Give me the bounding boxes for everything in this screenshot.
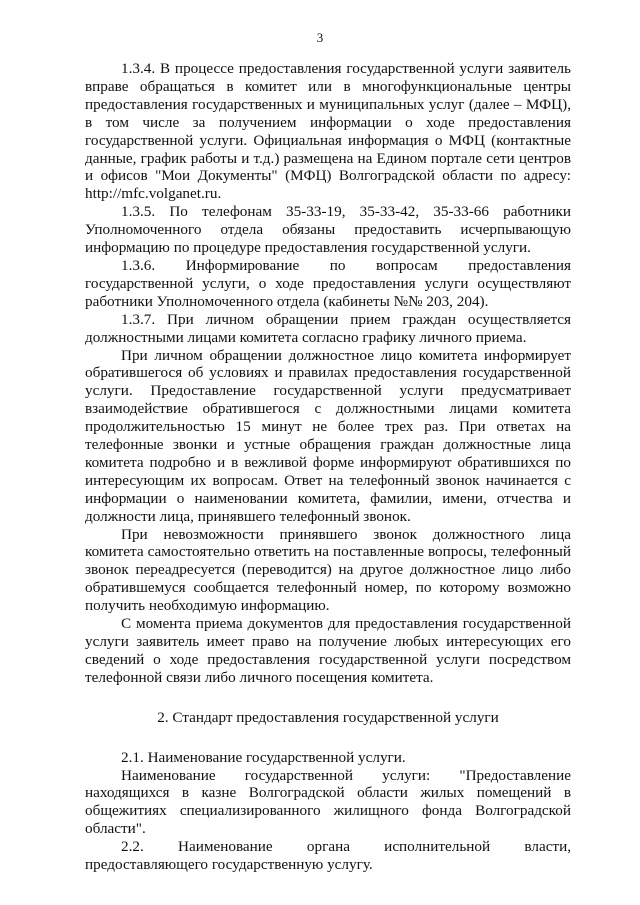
paragraph-1-3-4: 1.3.4. В процессе предоставления государственной услуги заявитель вправе обращаться в комитет или в многофункциональные центры предоставления государственных и муниципальных услуг (далее – МФЦ), в том числе за получением информации о ходе предоставления государственной услуги. Официальная информация о МФЦ (контактные данные, график работы и т.д.) размещена на Едином портале сети центров и офисов "Мои Документы" (МФЦ) Волгоградской области по адресу: http://mfc.volganet.ru. [85, 60, 571, 203]
paragraph-call-redirect: При невозможности принявшего звонок должностного лица комитета самостоятельно ответить на поставленные вопросы, телефонный звонок переадресуется (переводится) на другое должностное лицо либо обратившемуся сообщается телефонный номер, по которому возможно получить необходимую информацию. [85, 525, 571, 615]
paragraph-1-3-5: 1.3.5. По телефонам 35-33-19, 35-33-42, 35-33-66 работники Уполномоченного отдела обязаны предоставить исчерпывающую информацию по процедуре предоставления государственной услуги. [85, 203, 571, 257]
paragraph-after-submission: С момента приема документов для предоставления государственной услуги заявитель имеет право на получение любых интересующих его сведений о ходе предоставления государственной услуги посредством телефонной связи либо личного посещения комитета. [85, 615, 571, 686]
paragraph-1-3-6: 1.3.6. Информирование по вопросам предоставления государственной услуги, о ходе предоставления услуги осуществляют работники Уполномоченного отдела (кабинеты №№ 203, 204). [85, 256, 571, 310]
page-number: 3 [316, 30, 324, 45]
section-heading: 2. Стандарт предоставления государственной услуги [157, 708, 499, 726]
document-body [85, 60, 571, 874]
paragraph-1-3-7: 1.3.7. При личном обращении прием граждан осуществляется должностными лицами комитета согласно графику личного приема. [85, 310, 571, 346]
paragraph-2-2: 2.2. Наименование органа исполнительной власти, предоставляющего государственную услугу. [85, 838, 571, 874]
paragraph-2-1: 2.1. Наименование государственной услуги. [121, 748, 406, 766]
paragraph-service-name: Наименование государственной услуги: "Предоставление находящихся в казне Волгоградской области жилых помещений в общежитиях специализированного жилищного фонда Волгоградской области". [85, 766, 571, 838]
paragraph-personal-visit: При личном обращении должностное лицо комитета информирует обратившегося об условиях и правилах предоставления государственной услуги. Предоставление государственной услуги предусматривает взаимодействие обратившегося с должностными лицами комитета продолжительностью 15 минут не более трех раз. При ответах на телефонные звонки и устные обращения граждан должностные лица комитета подробно и в вежливой форме информируют обратившихся по интересующим их вопросам. Ответ на телефонный звонок начинается с информации о наименовании комитета, фамилии, имени, отчества и должности лица, принявшего телефонный звонок. [85, 346, 571, 525]
